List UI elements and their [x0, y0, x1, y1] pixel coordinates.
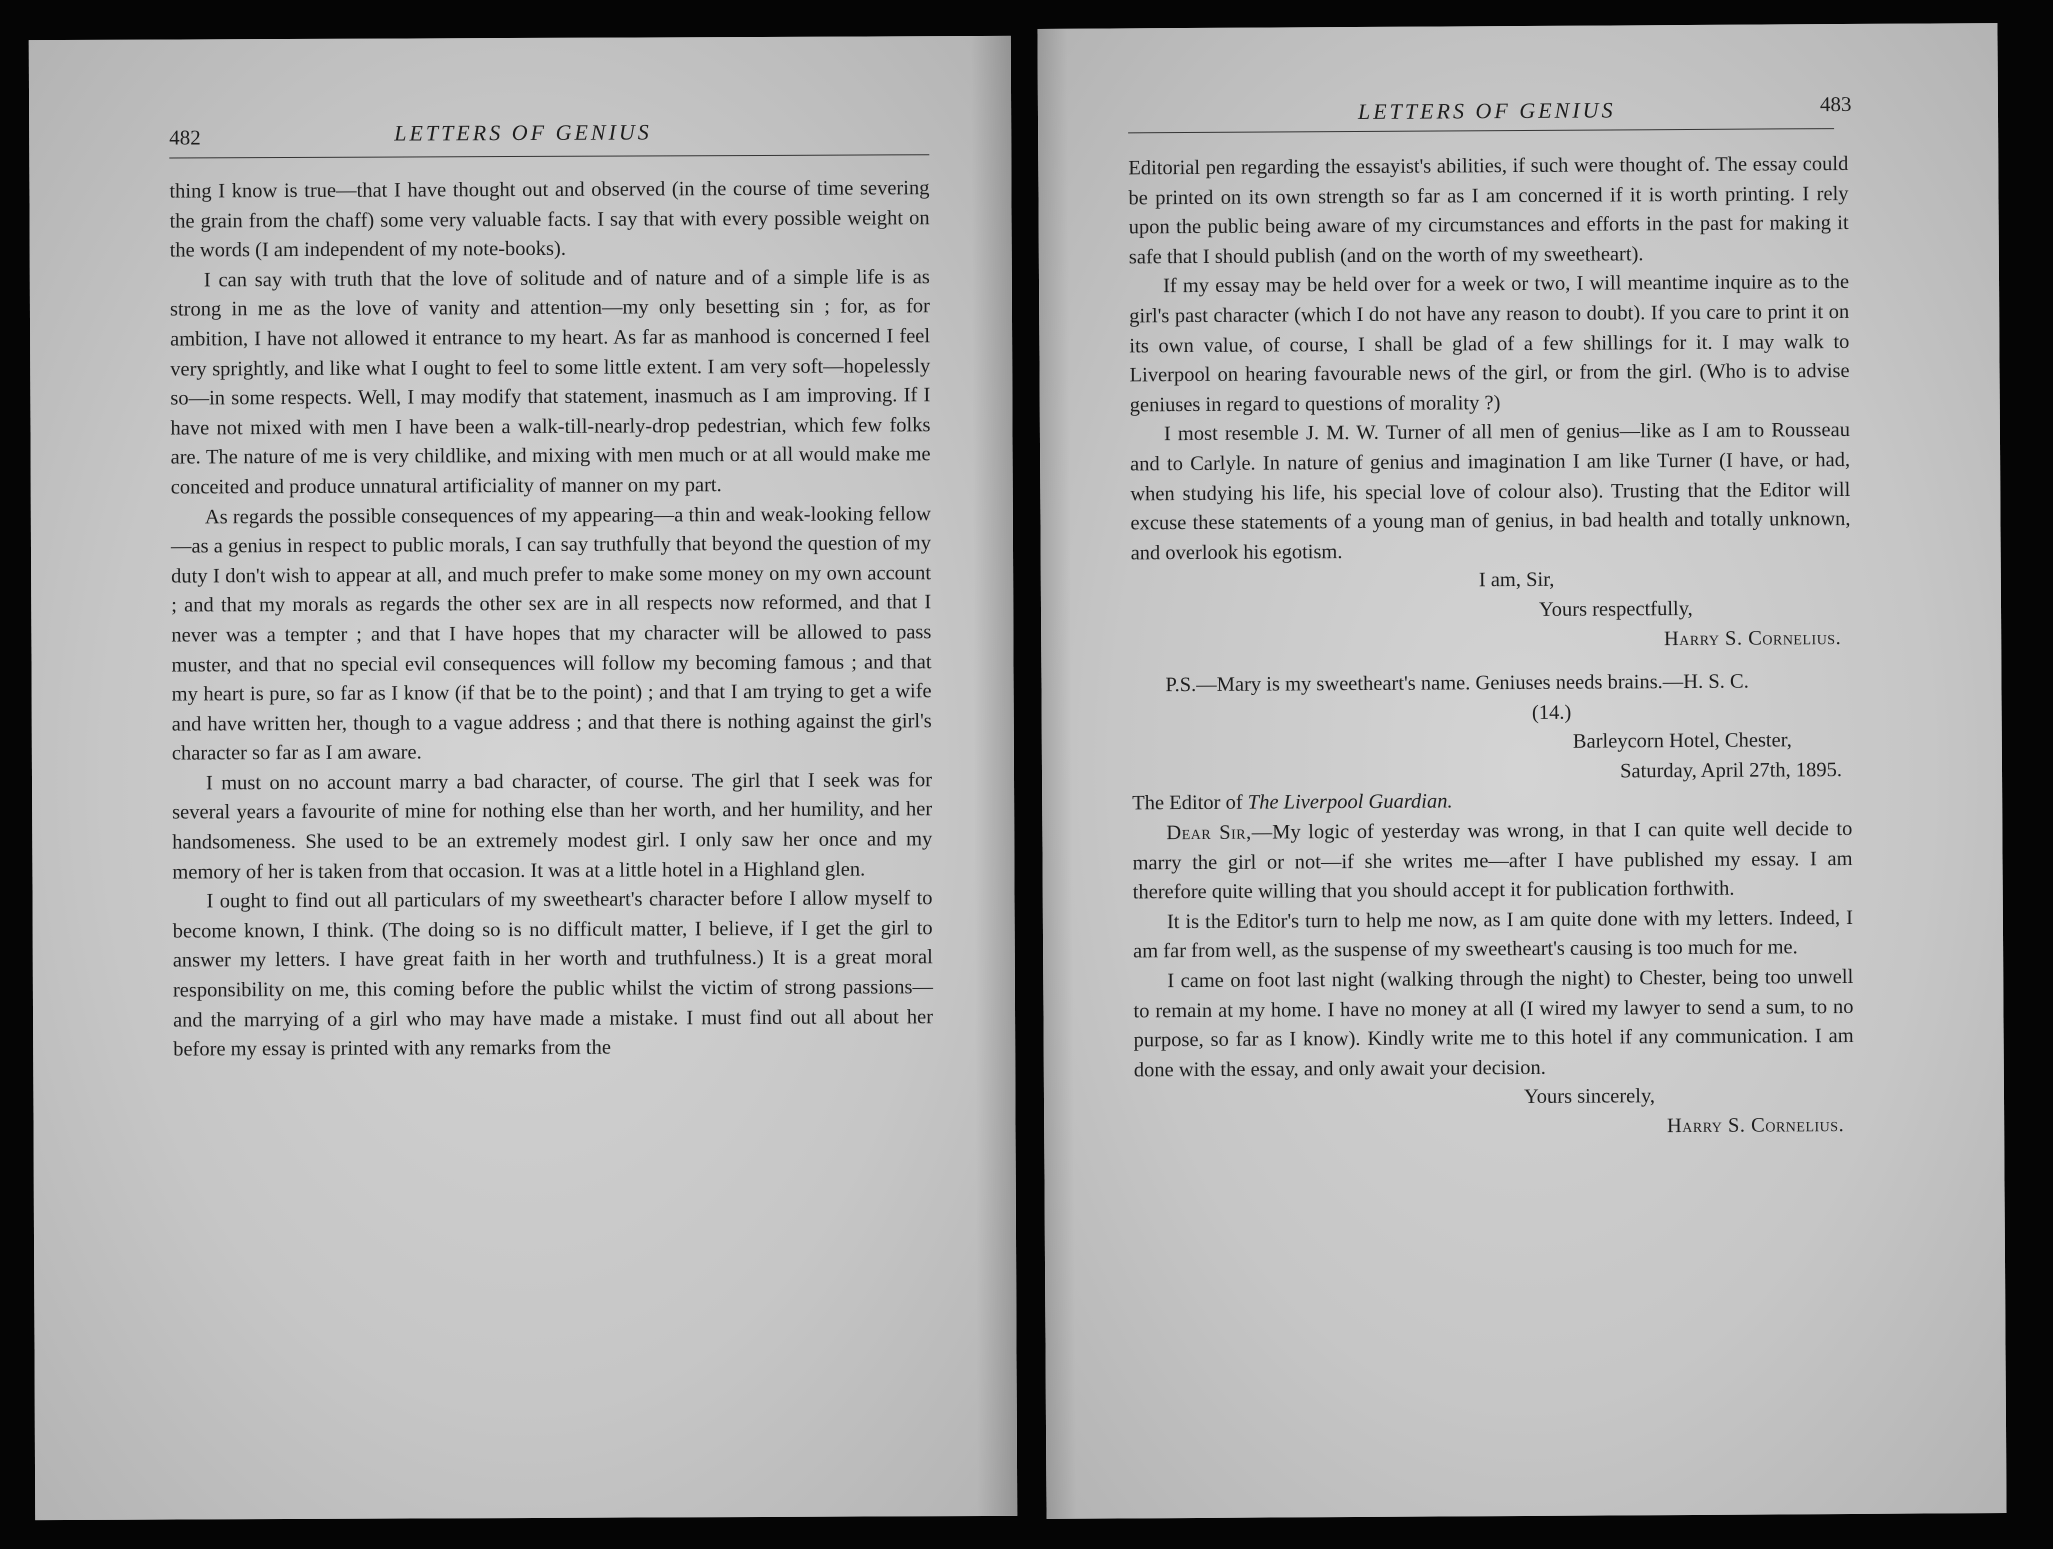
header-rule	[169, 154, 929, 158]
page-number: 482	[169, 125, 201, 150]
paragraph: As regards the possible consequences of my appearing—a thin and weak-looking fellow—as a genius in respect to public morals, I can say truthfully that beyond the question of my duty I don't wish to appear at all, and much prefer to make some money on my own account ; and that my morals as regards the other sex are in all respects now reformed, and that I never was a tempter ; and that I have hopes that my character will be allowed to pass muster, and that no special evil consequences will follow my becoming famous ; and that my heart is pure, so far as I know (if that be to the point) ; and that I am trying to get a wife and have written her, though to a vague address ; and that there is nothing against the girl's character so far as I am aware.	[170, 502, 932, 765]
paragraph: Editorial pen regarding the essayist's abilities, if such were thought of. The essay could be printed on its own strength so far as I am concerned if it is worth printing. I rely upon the public being aware of my circumstances and efforts in the past for making it safe that I should publish (and on the worth of my sweetheart).	[1128, 152, 1849, 269]
letter-paragraph	[1132, 815, 1853, 908]
newspaper-title: The Liverpool Guardian.	[1247, 790, 1453, 815]
valediction: Yours respectfully,	[1538, 597, 1693, 621]
letter-paragraph: I came on foot last night (walking through the night) to Chester, being too unwell to remain at my home. I have no money at all (I wired my lawyer to send a sum, to no purpose, so far as I know). Kindly write me to this hotel if any communication. I am done with the essay, and only await your decision.	[1133, 966, 1854, 1082]
signature: Harry S. Cornelius.	[1663, 626, 1842, 650]
postscript: P.S.—Mary is my sweetheart's name. Geniuses needs brains.—H. S. C.	[1165, 670, 1749, 697]
paragraph: I ought to find out all particulars of my sweetheart's character before I allow myself to become known, I think. (The doing so is no difficult matter, I believe, if I get the girl to answer my letters. I have great faith in her worth and truthfulness.) It is a great moral responsibility on me, this coming before the public whilst the victim of strong passions—and the marrying of a girl who may have made a mistake. I must find out all about her before my essay is printed with any remarks from the	[172, 887, 934, 1061]
paragraph: I most resemble J. M. W. Turner of all men of genius—like as I am to Rousseau and to Carlyle. In nature of genius and imagination I am like Turner (I have, or had, when studying his life, his special love of colour also). Trusting that the Editor will excuse these statements of a young man of genius, in bad health and totally unknown, and overlook his egotism.	[1130, 419, 1851, 565]
gutter-shadow	[1037, 29, 1076, 1519]
left-page-body	[169, 174, 933, 1065]
right-page	[1037, 23, 2006, 1519]
addressee	[1132, 785, 1852, 819]
running-title: LETTERS OF GENIUS	[1357, 97, 1616, 124]
page-number: 483	[1819, 91, 1852, 117]
running-title: LETTERS OF GENIUS	[394, 119, 652, 146]
header-rule	[1128, 128, 1834, 133]
left-page	[29, 36, 1017, 1520]
letter-number: (14.)	[1531, 701, 1572, 724]
signature: Harry S. Cornelius.	[1666, 1114, 1845, 1138]
paragraph: I can say with truth that the love of solitude and of nature and of a simple life is as strong in me as the love of vanity and attention—my only besetting sin ; for, as for ambition, I have not allowed it entrance to my heart. As far as manhood is concerned I feel very sprightly, and like what I ought to feel to some little extent. I am very soft—hopelessly so—in some respects. Well, I may modify that statement, inasmuch as I am improving. If I have not mixed with men I have been a walk-till-nearly-drop pedestrian, which few folks are. The nature of me is very childlike, and mixing with men much or at all would make me conceited and produce unnatural artificiality of manner on my part.	[169, 266, 931, 499]
greeting: Dear Sir,	[1166, 821, 1252, 845]
salutation: I am, Sir,	[1478, 569, 1555, 592]
date-line: Saturday, April 27th, 1895.	[1620, 758, 1843, 783]
gutter-shadow	[971, 36, 1017, 1516]
right-page-body	[1128, 150, 1854, 1145]
valediction: Yours sincerely,	[1523, 1085, 1656, 1109]
paragraph: thing I know is true—that I have thought out and observed (in the course of time severing the grain from the chaff) some very valuable facts. I say that with every possible weight on the words (I am independent of my note-books).	[169, 177, 930, 262]
address-line: Barleycorn Hotel, Chester,	[1572, 729, 1792, 753]
letter-body: —My logic of yesterday was wrong, in that I can quite well decide to marry the girl or not—if she writes me—after I have published my essay. I am therefore quite willing that you should accept it for publication forthwith.	[1132, 818, 1853, 904]
letter-paragraph: It is the Editor's turn to help me now, as I am quite done with my letters. Indeed, I am far from well, as the suspense of my sweetheart's causing is too much for me.	[1133, 906, 1853, 963]
paragraph: If my essay may be held over for a week or two, I will meantime inquire as to the girl's past character (which I do not have any reason to doubt). If you care to print it on its own value, of course, I shall be glad of a few shillings for it. I may walk to Liverpool on hearing favourable news of the girl, or from the girl. (Who is to advise geniuses in regard to questions of morality ?)	[1129, 271, 1850, 417]
paragraph: I must on no account marry a bad character, of course. The girl that I seek was for several years a favourite of mine for nothing else than her worth, and her humility, and her handsomeness. She used to be an extremely modest girl. I only saw her once and my memory of her is taken from that occasion. It was at a little hotel in a Highland glen.	[172, 769, 933, 884]
addressee-prefix: The Editor of	[1132, 792, 1243, 815]
